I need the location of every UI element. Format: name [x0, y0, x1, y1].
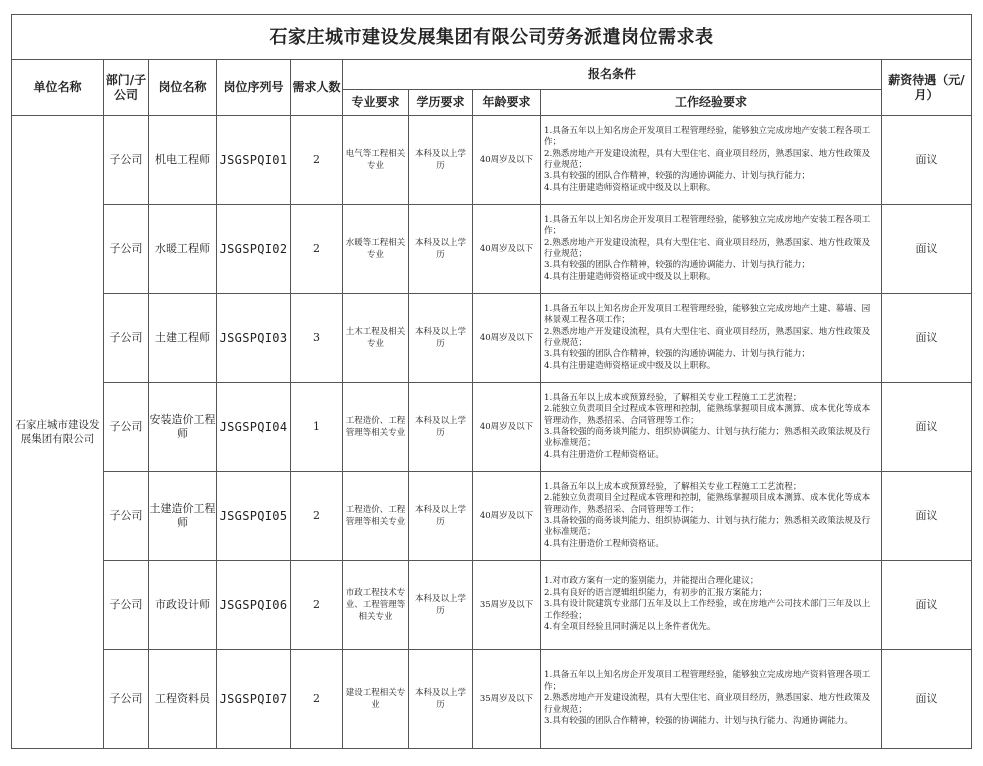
experience-line: 3.具备较强的商务谈判能力、组织协调能力、计划与执行能力；熟悉相关政策法规及行业标准规范； — [544, 516, 871, 538]
experience-line: 1.具备五年以上知名房企开发项目工程管理经验，能够独立完成房地产土建、幕墙、园林景观工程各项工作； — [544, 303, 871, 326]
salary-cell: 面议 — [882, 294, 972, 383]
experience-line: 1.对市政方案有一定的鉴别能力，并能提出合理化建议； — [544, 576, 759, 587]
age-cell: 35周岁及以下 — [473, 561, 541, 650]
salary-cell: 面议 — [882, 116, 972, 205]
experience-cell — [541, 472, 882, 561]
table-title: 石家庄城市建设发展集团有限公司劳务派遣岗位需求表 — [12, 15, 972, 60]
header-experience: 工作经验要求 — [541, 90, 882, 116]
job-requirements-table — [11, 14, 972, 749]
unit-name-cell: 石家庄城市建设发展集团有限公司 — [12, 116, 104, 749]
salary-cell: 面议 — [882, 472, 972, 561]
major-cell: 建设工程相关专业 — [343, 650, 409, 749]
experience-line: 3.具有设计院建筑专业部门五年及以上工作经验，或在房地产公司技术部门三年及以上工作经验； — [544, 599, 871, 621]
salary-cell: 面议 — [882, 650, 972, 749]
experience-line: 2.能独立负责项目全过程成本管理和控制，能熟练掌握项目成本测算、成本优化等成本管理动作，熟悉招采、合同管理等工作； — [544, 404, 871, 426]
dept-cell: 子公司 — [104, 116, 149, 205]
salary-cell: 面议 — [882, 383, 972, 472]
dept-cell: 子公司 — [104, 294, 149, 383]
code-cell: JSGSPQI05 — [217, 472, 291, 561]
experience-line: 2.熟悉房地产开发建设流程，具有大型住宅、商业项目经历，熟悉国家、地方性政策及行业规范； — [544, 693, 871, 715]
education-cell: 本科及以上学历 — [409, 383, 473, 472]
age-cell: 40周岁及以下 — [473, 116, 541, 205]
count-cell: 2 — [291, 116, 343, 205]
experience-cell — [541, 561, 882, 650]
age-cell: 40周岁及以下 — [473, 294, 541, 383]
count-cell: 3 — [291, 294, 343, 383]
education-cell: 本科及以上学历 — [409, 205, 473, 294]
major-cell: 工程造价、工程管理等相关专业 — [343, 383, 409, 472]
position-cell: 机电工程师 — [149, 116, 217, 205]
salary-cell: 面议 — [882, 205, 972, 294]
experience-cell — [541, 116, 882, 205]
position-cell: 市政设计师 — [149, 561, 217, 650]
major-cell: 市政工程技术专业、工程管理等相关专业 — [343, 561, 409, 650]
experience-line: 1.具备五年以上知名房企开发项目工程管理经验，能够独立完成房地产安装工程各项工作； — [544, 214, 871, 237]
experience-line: 2.具有良好的语言逻辑组织能力，有初步的汇报方案能力； — [544, 587, 768, 598]
table-row — [12, 294, 972, 383]
code-cell: JSGSPQI06 — [217, 561, 291, 650]
table-row — [12, 561, 972, 650]
age-cell: 40周岁及以下 — [473, 383, 541, 472]
age-cell: 35周岁及以下 — [473, 650, 541, 749]
dept-cell: 子公司 — [104, 472, 149, 561]
experience-line: 3.具备较强的商务谈判能力、组织协调能力、计划与执行能力；熟悉相关政策法规及行业标准规范； — [544, 427, 871, 449]
dept-cell: 子公司 — [104, 561, 149, 650]
experience-cell — [541, 383, 882, 472]
position-cell: 安装造价工程师 — [149, 383, 217, 472]
experience-line: 3.具有较强的团队合作精神，较强的沟通协调能力、计划与执行能力； — [544, 171, 811, 182]
experience-cell — [541, 294, 882, 383]
table-row — [12, 650, 972, 749]
position-cell: 土建工程师 — [149, 294, 217, 383]
experience-line: 4.具有注册建造师资格证或中级及以上职称。 — [544, 271, 716, 282]
header-count: 需求人数 — [291, 60, 343, 116]
header-salary: 薪资待遇（元/月） — [882, 60, 972, 116]
table-row — [12, 116, 972, 205]
education-cell: 本科及以上学历 — [409, 561, 473, 650]
experience-line: 4.具有注册造价工程师资格证。 — [544, 449, 664, 460]
experience-line: 1.具备五年以上成本或预算经验，了解相关专业工程施工工艺流程； — [544, 481, 802, 492]
code-cell: JSGSPQI04 — [217, 383, 291, 472]
header-conditions: 报名条件 — [343, 60, 882, 90]
table-row — [12, 383, 972, 472]
header-education: 学历要求 — [409, 90, 473, 116]
experience-line: 2.熟悉房地产开发建设流程，具有大型住宅、商业项目经历，熟悉国家、地方性政策及行业规范； — [544, 148, 871, 170]
count-cell: 2 — [291, 472, 343, 561]
education-cell: 本科及以上学历 — [409, 116, 473, 205]
major-cell: 电气等工程相关专业 — [343, 116, 409, 205]
header-code: 岗位序列号 — [217, 60, 291, 116]
experience-line: 1.具备五年以上成本或预算经验，了解相关专业工程施工工艺流程； — [544, 392, 802, 403]
experience-line: 1.具备五年以上知名房企开发项目工程管理经验，能够独立完成房地产资料管理各项工作； — [544, 670, 871, 692]
header-age: 年龄要求 — [473, 90, 541, 116]
major-cell: 水暖等工程相关专业 — [343, 205, 409, 294]
position-cell: 工程资料员 — [149, 650, 217, 749]
count-cell: 2 — [291, 205, 343, 294]
experience-line: 3.具有较强的团队合作精神，较强的沟通协调能力、计划与执行能力； — [544, 349, 811, 360]
header-major: 专业要求 — [343, 90, 409, 116]
table-row — [12, 205, 972, 294]
count-cell: 2 — [291, 561, 343, 650]
table-row — [12, 472, 972, 561]
count-cell: 2 — [291, 650, 343, 749]
header-position: 岗位名称 — [149, 60, 217, 116]
salary-cell: 面议 — [882, 561, 972, 650]
experience-cell — [541, 650, 882, 749]
header-unit-name: 单位名称 — [12, 60, 104, 116]
experience-line: 4.具有注册建造师资格证或中级及以上职称。 — [544, 182, 716, 193]
code-cell: JSGSPQI01 — [217, 116, 291, 205]
code-cell: JSGSPQI03 — [217, 294, 291, 383]
experience-line: 4.具有注册建造师资格证或中级及以上职称。 — [544, 360, 716, 371]
code-cell: JSGSPQI02 — [217, 205, 291, 294]
dept-cell: 子公司 — [104, 650, 149, 749]
experience-cell — [541, 205, 882, 294]
experience-line: 3.具有较强的团队合作精神，较强的沟通协调能力、计划与执行能力； — [544, 260, 811, 271]
age-cell: 40周岁及以下 — [473, 472, 541, 561]
position-cell: 土建造价工程师 — [149, 472, 217, 561]
major-cell: 土木工程及相关专业 — [343, 294, 409, 383]
age-cell: 40周岁及以下 — [473, 205, 541, 294]
position-cell: 水暖工程师 — [149, 205, 217, 294]
code-cell: JSGSPQI07 — [217, 650, 291, 749]
experience-line: 3.具有较强的团队合作精神，较强的协调能力、计划与执行能力、沟通协调能力。 — [544, 716, 853, 727]
experience-line: 4.有全项目经验且同时满足以上条件者优先。 — [544, 622, 716, 633]
dept-cell: 子公司 — [104, 205, 149, 294]
header-dept: 部门/子公司 — [104, 60, 149, 116]
education-cell: 本科及以上学历 — [409, 472, 473, 561]
count-cell: 1 — [291, 383, 343, 472]
education-cell: 本科及以上学历 — [409, 294, 473, 383]
experience-line: 1.具备五年以上知名房企开发项目工程管理经验，能够独立完成房地产安装工程各项工作； — [544, 125, 871, 148]
experience-line: 2.能独立负责项目全过程成本管理和控制，能熟练掌握项目成本测算、成本优化等成本管理动作，熟悉招采、合同管理等工作； — [544, 493, 871, 515]
experience-line: 2.熟悉房地产开发建设流程，具有大型住宅、商业项目经历，熟悉国家、地方性政策及行业规范； — [544, 326, 871, 348]
major-cell: 工程造价、工程管理等相关专业 — [343, 472, 409, 561]
education-cell: 本科及以上学历 — [409, 650, 473, 749]
experience-line: 2.熟悉房地产开发建设流程，具有大型住宅、商业项目经历，熟悉国家、地方性政策及行业规范； — [544, 237, 871, 259]
dept-cell: 子公司 — [104, 383, 149, 472]
experience-line: 4.具有注册造价工程师资格证。 — [544, 538, 664, 549]
